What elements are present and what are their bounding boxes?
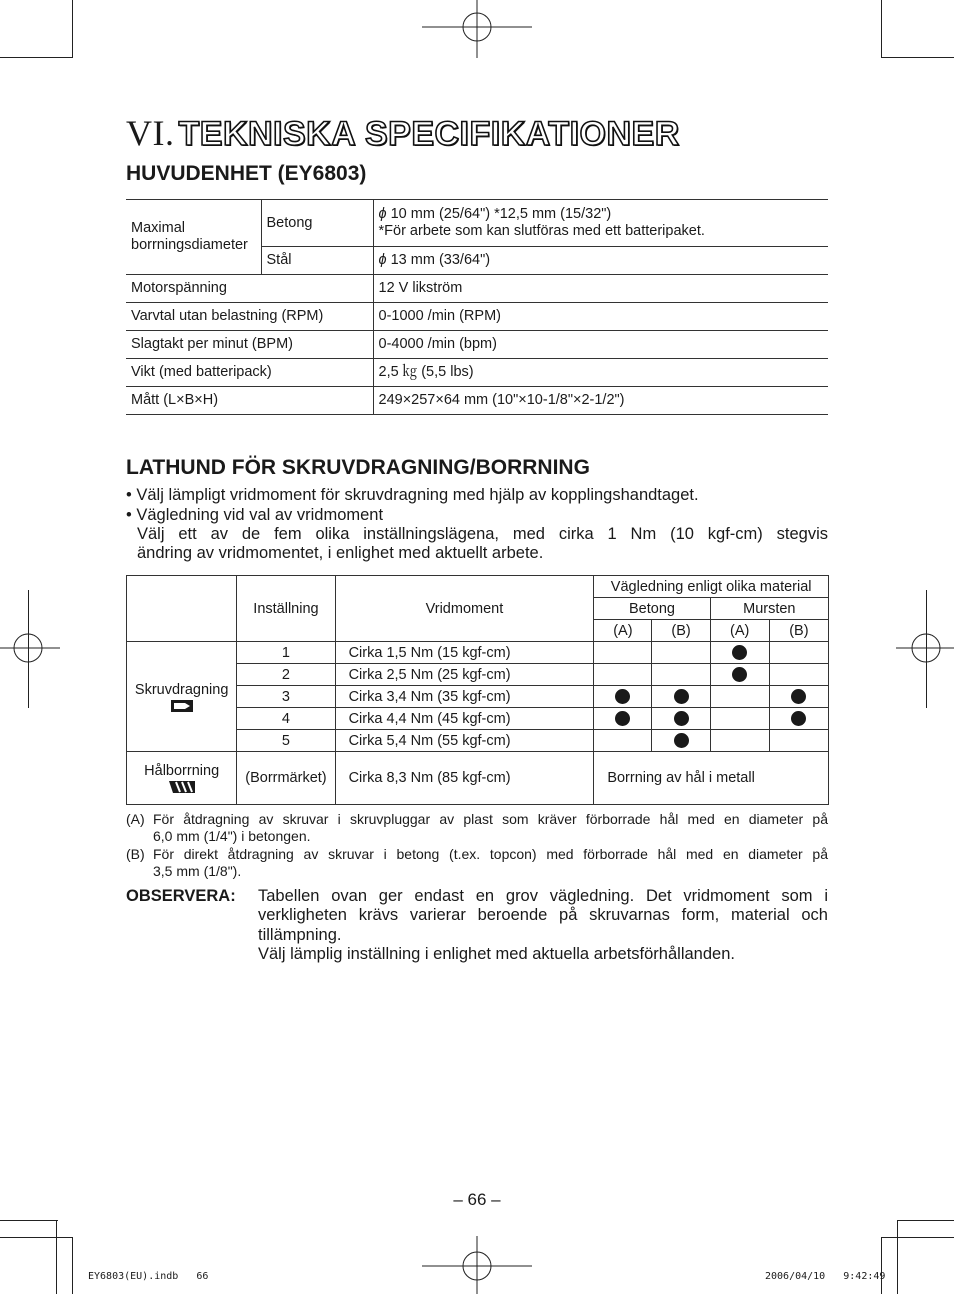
registration-mark-icon [896, 620, 954, 678]
observera-line: verkligheten krävs varierar beroende på skruvarnas form, material och [258, 906, 828, 924]
dot-icon [615, 689, 630, 704]
table-row [127, 752, 829, 805]
crop-mark [72, 0, 73, 58]
crop-mark [897, 1220, 898, 1294]
table-row [126, 200, 828, 247]
drill-mode-cell [127, 752, 237, 805]
note-b-line: För direkt åtdragning av skruvar i betong (t.ex. topcon) med förborrade hål med en diameter på [153, 846, 828, 862]
crop-mark [0, 57, 72, 58]
setting-value: 5 [237, 730, 335, 752]
header-b: (B) [652, 620, 710, 642]
crop-mark [897, 1220, 954, 1221]
diameter-symbol: ϕ [378, 206, 387, 222]
note-a-line: 6,0 mm (1/4") i betongen. [153, 828, 311, 844]
dot-icon [791, 711, 806, 726]
dot-icon [674, 711, 689, 726]
footer-filename: EY6803(EU).indb 66 [88, 1271, 209, 1282]
spec-label: Vikt (med batteripack) [126, 359, 373, 387]
bullet-text: • Vägledning vid val av vridmoment [126, 506, 384, 524]
spec-table [126, 199, 828, 415]
dot-icon [674, 733, 689, 748]
torque-value: Cirka 1,5 Nm (15 kgf-cm) [335, 642, 594, 664]
torque-value: Cirka 2,5 Nm (25 kgf-cm) [335, 664, 594, 686]
header-mursten: Mursten [710, 598, 828, 620]
observera-line: Välj lämplig inställning i enlighet med aktuella arbetsförhållanden. [258, 945, 735, 963]
bullet-text: • Välj lämpligt vridmoment för skruvdragning med hjälp av kopplingshandtaget. [126, 486, 699, 504]
dot-icon [732, 645, 747, 660]
torque-value: Cirka 8,3 Nm (85 kgf-cm) [335, 752, 594, 805]
material-cell [594, 708, 652, 730]
torque-table [126, 575, 829, 805]
crop-mark [56, 1220, 57, 1294]
max-diameter-label: Maximal borrningsdiameter [126, 200, 261, 275]
table-row [126, 303, 828, 331]
spec-value: 12 V likström [373, 275, 828, 303]
header-a: (A) [594, 620, 652, 642]
note-b-line: 3,5 mm (1/8"). [153, 863, 242, 879]
crop-mark [882, 1237, 954, 1238]
setting-value: (Borrmärket) [237, 752, 335, 805]
betong-label: Betong [261, 200, 373, 247]
observera-line: tillämpning. [258, 926, 342, 944]
screw-mode-cell [127, 642, 237, 752]
body-paragraph-line: ändring av vridmomentet, i enlighet med aktuellt arbete. [137, 544, 544, 562]
screw-mode-label: Skruvdragning [134, 681, 229, 698]
dot-icon [791, 689, 806, 704]
chapter-number: VI. [126, 113, 175, 153]
spec-value: 0‑4000 /min (bpm) [373, 331, 828, 359]
table-row [127, 576, 829, 598]
spec-value: 0‑1000 /min (RPM) [373, 303, 828, 331]
dot-icon [732, 667, 747, 682]
registration-mark-icon [422, 0, 532, 58]
crop-mark [0, 1220, 58, 1221]
spec-label: Mått (L×B×H) [126, 387, 373, 415]
stal-label: Stål [261, 247, 373, 275]
header-b: (B) [769, 620, 828, 642]
material-cell [769, 708, 828, 730]
observera-label: OBSERVERA: [126, 887, 236, 905]
material-cell [652, 730, 710, 752]
setting-value: 1 [237, 642, 335, 664]
crop-mark [0, 1237, 72, 1238]
torque-value: Cirka 4,4 Nm (45 kgf-cm) [335, 708, 594, 730]
stal-value [373, 247, 828, 275]
material-cell [594, 730, 652, 752]
chapter-title: TEKNISKA SPECIFIKATIONER [178, 115, 680, 153]
registration-mark-icon [422, 1236, 532, 1294]
page-number: – 66 – [453, 1190, 501, 1209]
note-a-line: För åtdragning av skruvar i skruvpluggar av plast som kräver förborrade hål med en diameter på [153, 811, 828, 827]
section-heading-guide: LATHUND FÖR SKRUVDRAGNING/BORRNING [126, 456, 590, 479]
registration-mark-icon [0, 620, 60, 678]
material-cell [652, 642, 710, 664]
section-heading-main-unit: HUVUDENHET (EY6803) [126, 162, 367, 185]
material-cell [594, 686, 652, 708]
material-cell [769, 664, 828, 686]
crop-mark [72, 1237, 73, 1294]
material-cell [769, 686, 828, 708]
material-cell [769, 642, 828, 664]
dot-icon [615, 711, 630, 726]
table-row [126, 387, 828, 415]
spec-value: 2,5 ㎏ (5,5 lbs) [373, 359, 828, 387]
spec-label: Slagtakt per minut (BPM) [126, 331, 373, 359]
note-b-key: (B) [126, 846, 145, 862]
torque-value: Cirka 5,4 Nm (55 kgf-cm) [335, 730, 594, 752]
betong-value-line2: *För arbete som kan slutföras med ett batteripaket. [378, 223, 705, 239]
material-cell [769, 730, 828, 752]
drill-material: Borrning av hål i metall [594, 752, 829, 805]
footer-timestamp: 2006/04/10 9:42:49 [765, 1271, 886, 1282]
stal-value-text: 13 mm (33/64") [390, 252, 491, 268]
header-a: (A) [710, 620, 769, 642]
torque-value: Cirka 3,4 Nm (35 kgf-cm) [335, 686, 594, 708]
drill-bit-icon [169, 781, 195, 793]
betong-value [373, 200, 828, 247]
drill-mode-label: Hålborrning [144, 763, 220, 779]
header-setting: Inställning [237, 576, 335, 642]
spec-value: 249×257×64 mm (10"×10‑1/8"×2‑1/2") [373, 387, 828, 415]
crop-mark [881, 0, 882, 58]
body-paragraph-line: Välj ett av de fem olika inställningslägena, med cirka 1 Nm (10 kgf-cm) stegvis [137, 525, 828, 543]
empty-header [127, 576, 237, 642]
diameter-symbol: ϕ [378, 252, 387, 268]
page-title [126, 112, 680, 154]
betong-value-line1: 10 mm (25/64") *12,5 mm (15/32") [390, 206, 612, 222]
setting-value: 3 [237, 686, 335, 708]
header-guide: Vägledning enligt olika material [594, 576, 829, 598]
spec-label: Varvtal utan belastning (RPM) [126, 303, 373, 331]
spec-label: Motorspänning [126, 275, 373, 303]
material-cell [652, 708, 710, 730]
material-cell [652, 686, 710, 708]
crop-mark [881, 1237, 882, 1294]
table-row [126, 275, 828, 303]
note-a-key: (A) [126, 811, 145, 827]
material-cell [652, 664, 710, 686]
table-row [127, 642, 829, 664]
crop-mark [882, 57, 954, 58]
table-row [126, 331, 828, 359]
observera-line: Tabellen ovan ger endast en grov vägledning. Det vridmoment som i [258, 887, 828, 905]
material-cell [710, 708, 769, 730]
header-betong: Betong [594, 598, 710, 620]
setting-value: 2 [237, 664, 335, 686]
header-torque: Vridmoment [335, 576, 594, 642]
screwdriver-icon [171, 700, 193, 712]
table-row [126, 359, 828, 387]
dot-icon [674, 689, 689, 704]
material-cell [710, 642, 769, 664]
material-cell [710, 664, 769, 686]
material-cell [594, 642, 652, 664]
material-cell [710, 686, 769, 708]
material-cell [710, 730, 769, 752]
setting-value: 4 [237, 708, 335, 730]
material-cell [594, 664, 652, 686]
